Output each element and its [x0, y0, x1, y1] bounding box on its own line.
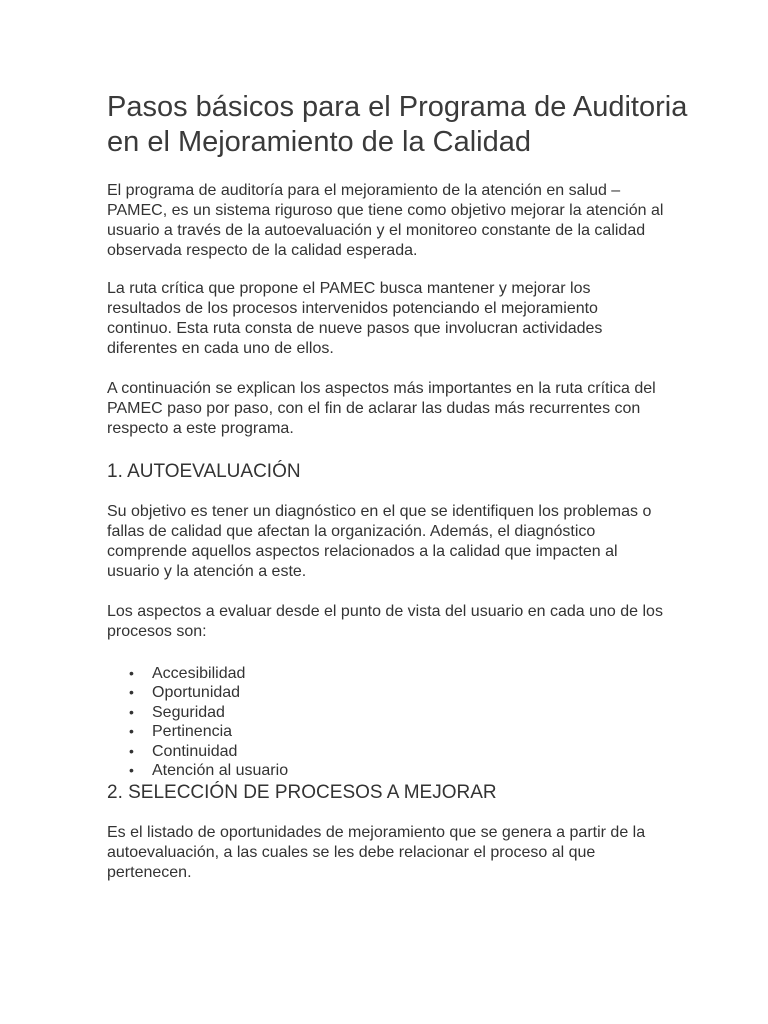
- bullet-icon: •: [129, 684, 134, 701]
- bullet-icon: •: [129, 723, 134, 740]
- section2-paragraph-1: Es el listado de oportunidades de mejoramiento que se genera a partir de la autoevaluación, a las cuales se les debe relacionar el proceso al que pertenecen.: [107, 824, 646, 881]
- section1-paragraph-1: Su objetivo es tener un diagnóstico en el que se identifiquen los problemas o fallas de calidad que afectan la organización. Además, el diagnóstico comprende aquellos aspectos relacionados a la calidad que impacten al usuario y la atención a este.: [107, 503, 652, 580]
- bullet-icon: •: [129, 762, 134, 779]
- list-item: • Continuidad: [129, 742, 238, 760]
- list-item: • Oportunidad: [129, 684, 241, 702]
- list-item: • Pertinencia: [129, 723, 233, 741]
- list-item: • Atención al usuario: [129, 762, 289, 780]
- aspects-list: [107, 664, 288, 780]
- section1-paragraph-2: Los aspectos a evaluar desde el punto de vista del usuario en cada uno de los procesos son:: [107, 603, 663, 640]
- section-heading-seleccion: 2. SELECCIÓN DE PROCESOS A MEJORAR: [107, 782, 497, 803]
- list-item: • Accesibilidad: [129, 665, 246, 682]
- bullet-icon: •: [129, 742, 134, 759]
- bullet-icon: •: [129, 703, 134, 720]
- section-heading-autoevaluacion: 1. AUTOEVALUACIÓN: [107, 461, 301, 482]
- list-item: • Seguridad: [129, 703, 225, 721]
- page-title: Pasos básicos para el Programa de Auditoria en el Mejoramiento de la Calidad: [107, 91, 688, 158]
- intro-paragraph-2: La ruta crítica que propone el PAMEC busca mantener y mejorar los resultados de los procesos intervenidos potenciando el mejoramiento continuo. Esta ruta consta de nueve pasos que involucran actividades diferentes en cada uno de ellos.: [107, 280, 603, 357]
- intro-paragraph-3: A continuación se explican los aspectos más importantes en la ruta crítica del PAMEC paso por paso, con el fin de aclarar las dudas más recurrentes con respecto a este programa.: [107, 380, 656, 437]
- intro-paragraph-1: El programa de auditoría para el mejoramiento de la atención en salud – PAMEC, es un sistema riguroso que tiene como objetivo mejorar la atención al usuario a través de la autoevaluación y el monitoreo constante de la calidad observada respecto de la calidad esperada.: [107, 182, 664, 259]
- bullet-icon: •: [129, 665, 134, 681]
